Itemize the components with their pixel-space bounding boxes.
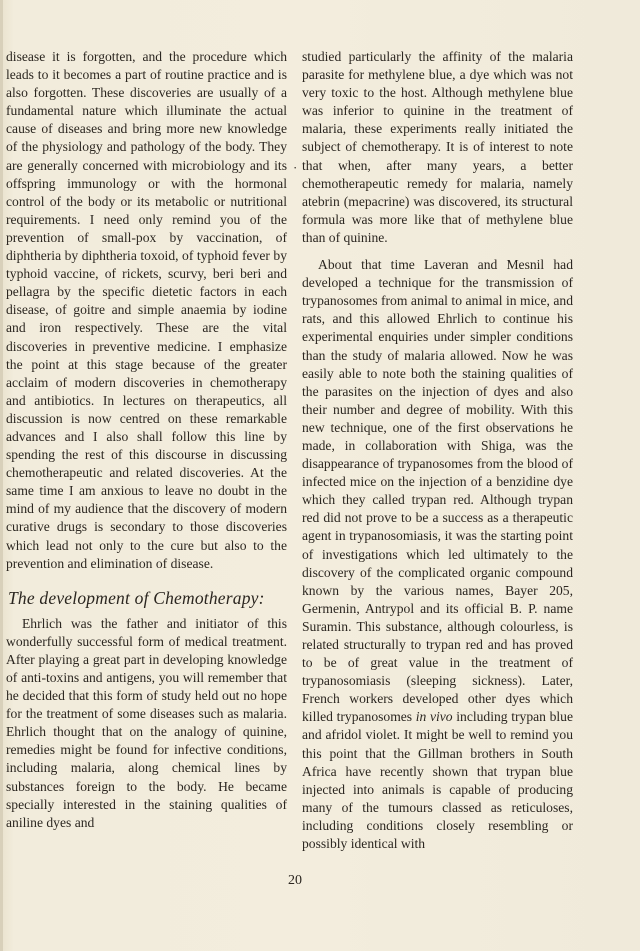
section-heading: The development of Chemotherapy:: [8, 587, 265, 608]
laveran-paragraph: [302, 256, 573, 853]
ehrlich-paragraph: Ehrlich was the father and initiator of this wonderfully successful form of medical treatment. After playing a great part in developing knowledge of anti-toxins and antigens, you will remember that he decided that this form of study held out no hope for the treatment of some diseases such as malaria. Ehrlich thought that on the analogy of quinine, remedies might be found for infective conditions, including malaria, along chemical lines by substances foreign to the body. He became specially interested in the staining qualities of aniline dyes and: [6, 615, 287, 830]
intro-paragraph: disease it is forgotten, and the procedure which leads to it becomes a part of routine practice and is also forgotten. These discoveries are usually of a fundamental nature which illuminate the actual cause of diseases and bring more new knowledge of the physiology and pathology of the body. They are generally concerned with microbiology and its offspring immunology or with the hormonal control of the body or its metabolic or nutritional requirements. I need only remind you of the prevention of small-pox by vaccination, of diphtheria by diphtheria toxoid, of typhoid fever by typhoid vaccine, of rickets, scurvy, beri beri and pellagra by the specific dietetic factors in each disease, of goitre and simple anaemia by iodine and iron respectively. These are the vital discoveries in preventive medicine. I emphasize the point at this stage because of the greater acclaim of modern discoveries in chemotherapy and antibiotics. In lectures on therapeutics, all discussion is now centred on these remarkable advances and I also shall follow this line by spending the rest of this discourse in discussing chemotherapeutic and related discoveries. At the same time I am anxious to leave no doubt in the mind of my audience that the discovery of modern curative drugs is secondary to those discoveries which lead not only to the cure but also to the prevention and elimination of disease.: [6, 49, 287, 571]
page-edge: [0, 0, 3, 951]
right-column: [302, 48, 573, 853]
laveran-text-1: About that time Laveran and Mesnil had developed a technique for the transmission of trypanosomes from animal to animal in mice, and rats, and this allowed Ehrlich to continue his experimental enquiries under simpler conditions than the study of malaria allowed. Now he was easily able to note both the staining qualities of the parasites on the injection of dyes and also their number and degree of mobility. With this new technique, one of the first observations he made, in collaboration with Shiga, was the disappearance of trypanosomes from the blood of infected mice on the injection of a benzidine dye which they called trypan red. Although trypan red did not prove to be a success as a therapeutic agent in trypanosomiasis, it was the starting point of investigations which led ultimately to the discovery of the complicated organic compound known by the various names, Bayer 205, Germenin, Antrypol and its official B. P. name Suramin. This substance, although colourless, is related structurally to trypan red and has proved to be of great value in the treatment of trypanosomiasis (sleeping sickness). Later, French workers developed other dyes which killed trypanosomes: [302, 257, 573, 725]
left-column: [6, 48, 287, 832]
margin-mark: ·: [293, 160, 298, 175]
in-vivo-text: in vivo: [415, 709, 453, 725]
methylene-paragraph: studied particularly the affinity of the malaria parasite for methylene blue, a dye which was not very toxic to the host. Although methylene blue was inferior to quinine in the treatment of malaria, these experiments really initiated the subject of chemotherapy. It is of interest to note that when, after many years, a better chemotherapeutic remedy for malaria, namely atebrin (mepacrine) was discovered, its structural formula was more like that of methylene blue than of quinine.: [302, 49, 573, 245]
page-number: 20: [288, 873, 302, 888]
laveran-text-2: including trypan blue and afridol violet. It might be well to remind you this point that the Gillman brothers in South Africa have recently shown that trypan blue injected into animals is capable of producing many of the tumours classed as reticuloses, including conditions closely resembling or possibly identical with: [302, 709, 573, 852]
paragraph-gap: [302, 247, 573, 256]
